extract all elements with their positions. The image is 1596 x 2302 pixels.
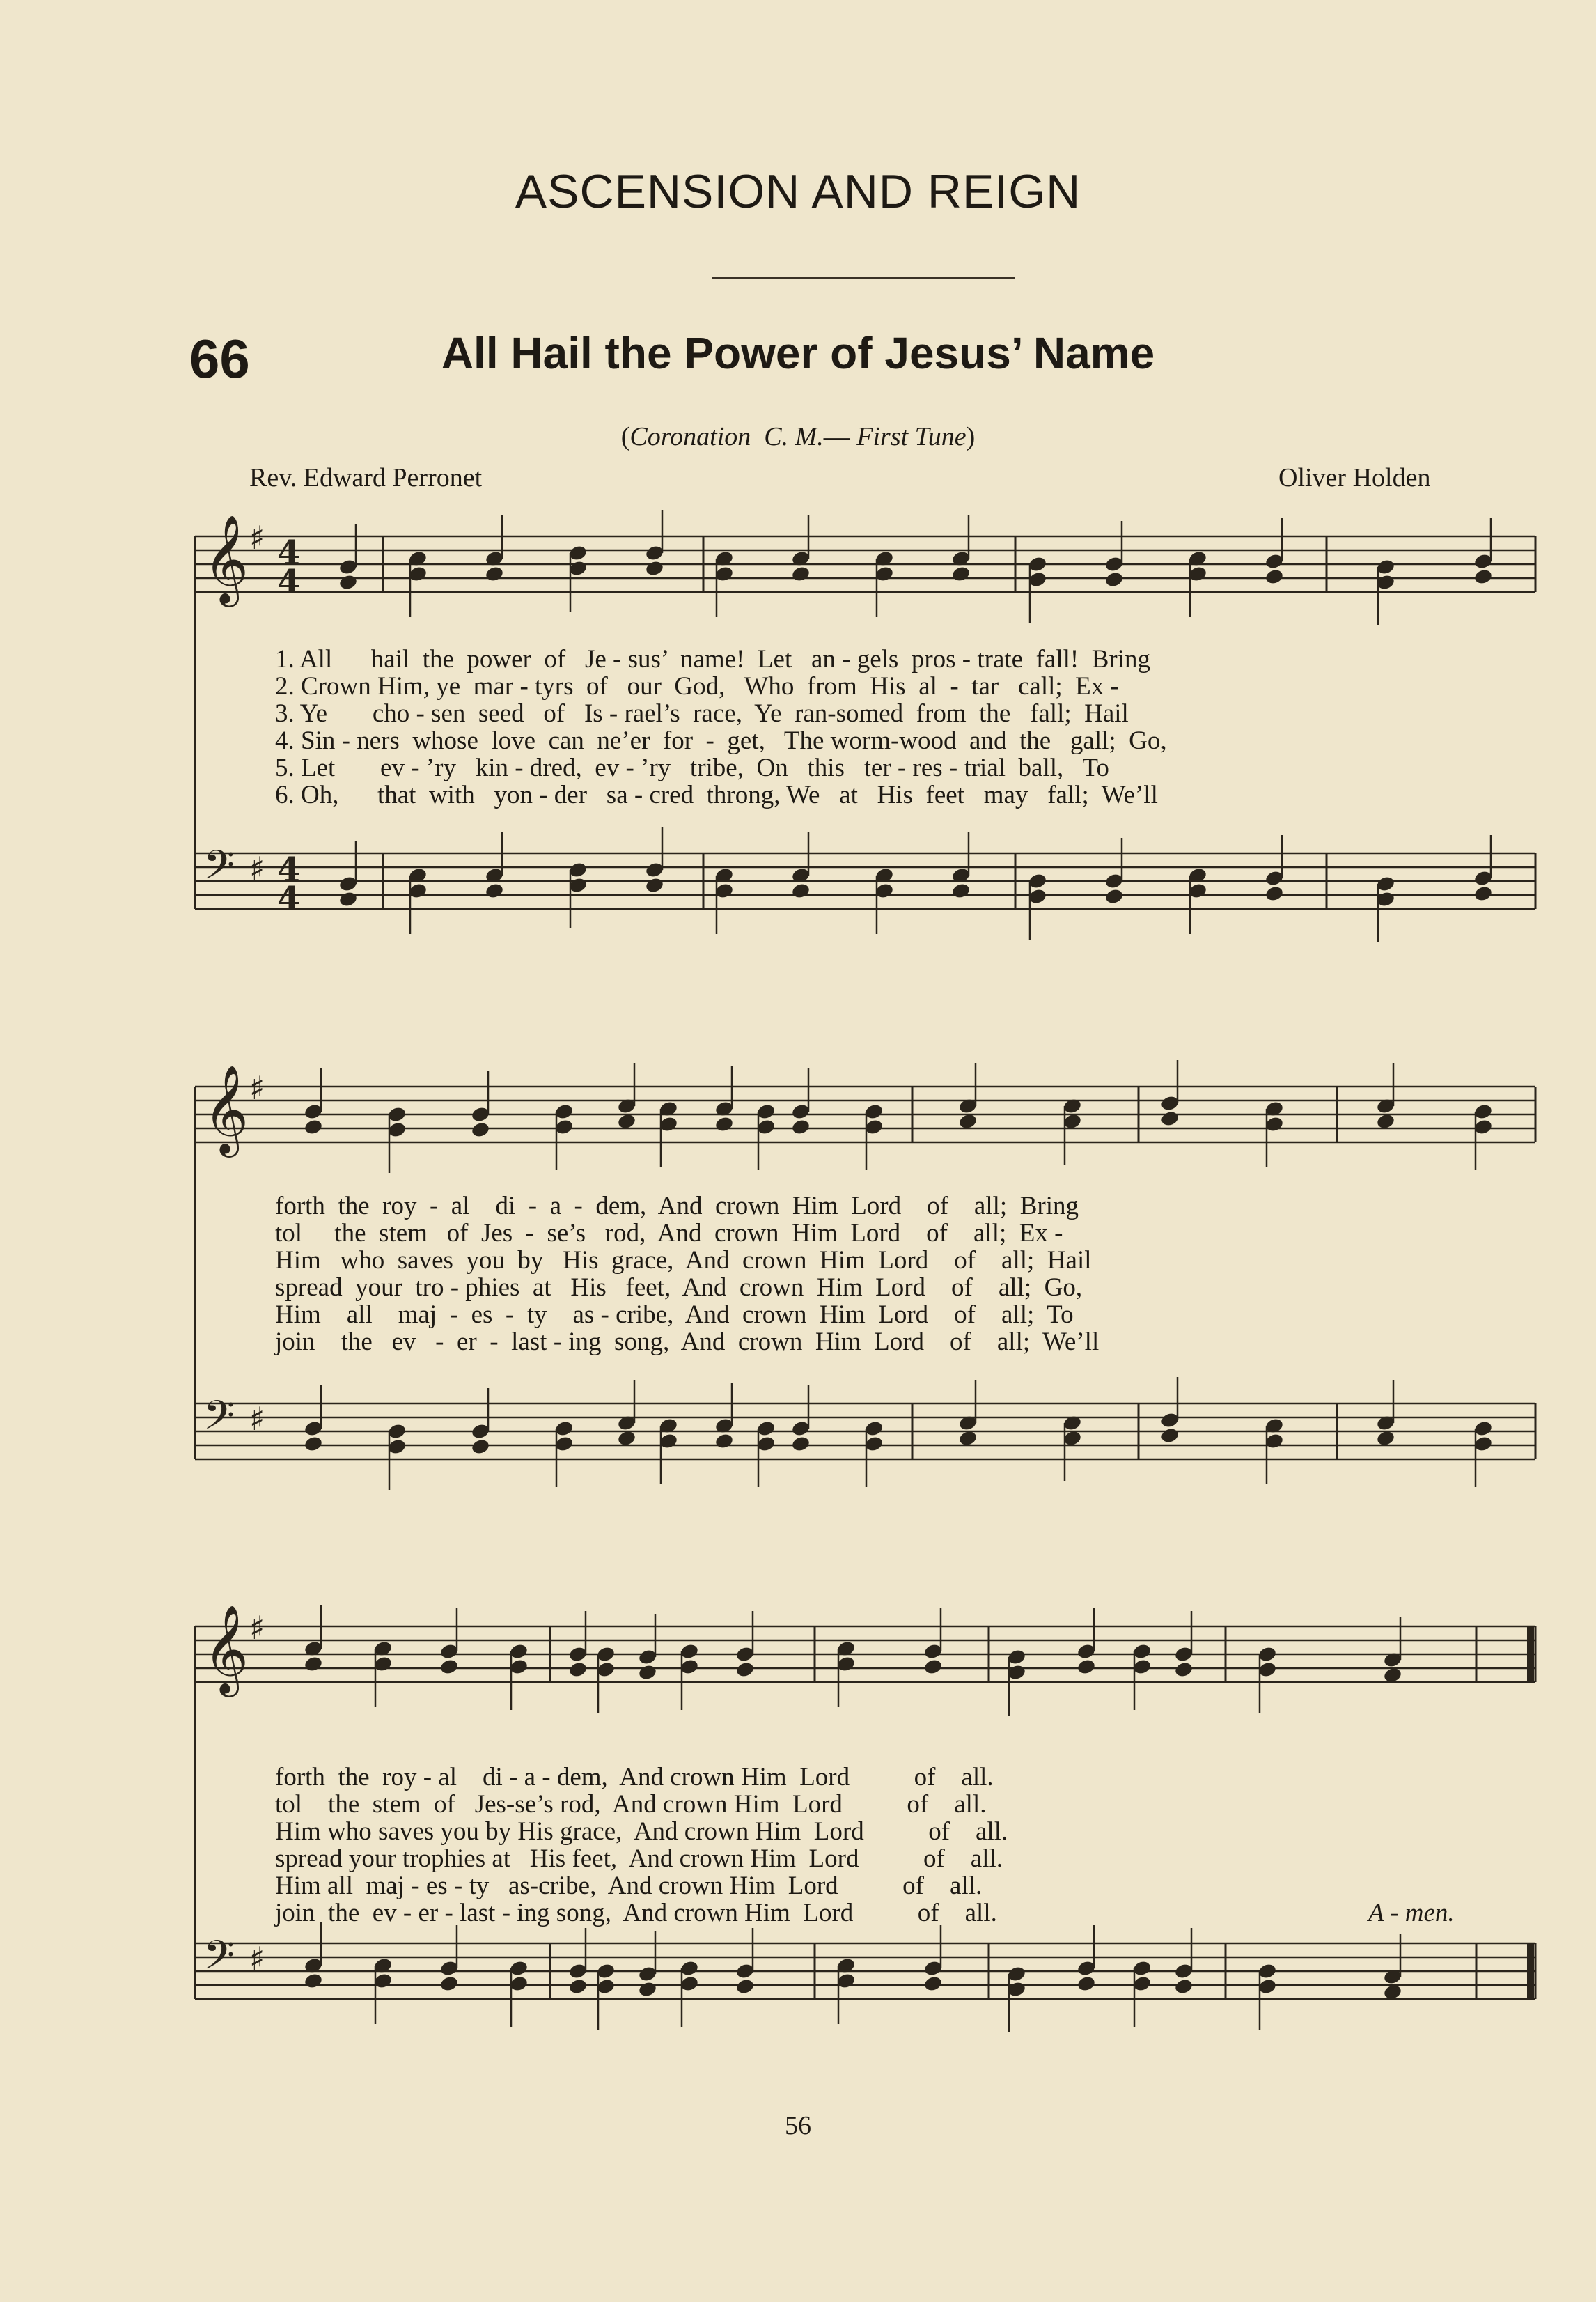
lyric-verse-1: forth the roy - al di - a - dem, And crown Him Lord of all; Bring [275, 1192, 1079, 1220]
notehead [638, 1980, 658, 1998]
notehead [638, 1663, 658, 1681]
lyric-verse-5: 5. Let ev - ’ry kin - dred, ev - ’ry tribe, On this ter - res - trial ball, To [275, 754, 1109, 782]
section-heading: ASCENSION AND REIGN [515, 165, 1081, 218]
notehead [338, 890, 359, 908]
notehead [923, 1975, 944, 1992]
notehead [1160, 1110, 1180, 1127]
notehead [1104, 570, 1125, 588]
bass-clef: 𝄢 [203, 841, 235, 899]
final-double-barline [1527, 1943, 1534, 1999]
sharp-sign: ♯ [249, 1069, 265, 1107]
notehead [645, 876, 665, 894]
notehead [338, 573, 359, 591]
notehead [304, 1118, 324, 1135]
notehead [304, 1655, 324, 1672]
sharp-sign: ♯ [249, 850, 265, 887]
notehead [714, 1115, 735, 1133]
final-double-barline [1527, 1626, 1534, 1682]
time-signature-bottom: 4 [277, 880, 301, 919]
author: Rev. Edward Perronet [249, 463, 483, 492]
notehead [791, 1118, 811, 1135]
lyric-verse-1: 1. All hail the power of Je - sus’ name! Let an - gels pros - trate fall! Bring [275, 645, 1150, 674]
time-signature-top: 4 [277, 534, 301, 573]
tune-meter: C. M. [764, 422, 824, 451]
notehead [1077, 1975, 1097, 1992]
notehead [1265, 568, 1285, 585]
lyric-verse-1: forth the roy - al di - a - dem, And crown Him Lord of all. [275, 1763, 994, 1791]
tune-close: ) [966, 422, 976, 451]
notehead [485, 565, 505, 582]
sharp-sign: ♯ [249, 1940, 265, 1977]
lyric-verse-3: 3. Ye cho - sen seed of Is - rael’s race, Ye ran-somed from the fall; Hail [275, 699, 1129, 728]
notehead [791, 565, 811, 582]
notehead [439, 1658, 460, 1675]
composer: Oliver Holden [1278, 463, 1431, 492]
tune-note: First Tune [856, 422, 967, 451]
notehead [471, 1121, 491, 1138]
time-signature-bottom: 4 [277, 563, 301, 602]
notehead [1174, 1977, 1194, 1995]
lyric-verse-4: spread your tro - phies at His feet, And crown Him Lord of all; Go, [275, 1273, 1083, 1302]
notehead [1104, 887, 1125, 905]
tune-name: Coronation [629, 422, 751, 451]
notehead [485, 882, 505, 899]
hymn-number: 66 [189, 328, 250, 389]
lyric-verse-6: 6. Oh, that with yon - der sa - cred throng, We at His feet may fall; We’ll [275, 781, 1158, 809]
treble-clef: 𝄞 [203, 514, 249, 603]
amen-text: A - men. [1368, 1899, 1455, 1927]
time-signature-top: 4 [277, 850, 301, 889]
notehead [923, 1658, 944, 1675]
lyric-verse-3: Him who saves you by His grace, And crown Him Lord of all; Hail [275, 1246, 1092, 1275]
bass-clef: 𝄢 [203, 1931, 235, 1989]
notehead [735, 1977, 756, 1995]
notehead [951, 565, 971, 582]
notehead [1473, 885, 1494, 902]
notehead [568, 1661, 588, 1678]
notehead [1160, 1426, 1180, 1444]
lyric-verse-2: tol the stem of Jes-se’s rod, And crown Him Lord of all. [275, 1790, 987, 1819]
lyric-verse-6: join the ev - er - last - ing song, And crown Him Lord of all. [275, 1899, 997, 1927]
notehead [439, 1975, 460, 1992]
page-number: 56 [785, 2111, 811, 2140]
notehead [645, 559, 665, 577]
notehead [951, 882, 971, 899]
lyric-verse-6: join the ev - er - last - ing song, And crown Him Lord of all; We’ll [275, 1328, 1100, 1356]
tune-dash: — [823, 422, 850, 451]
hymn-title: All Hail the Power of Jesus’ Name [441, 328, 1155, 378]
notehead [791, 1435, 811, 1452]
notehead [1174, 1661, 1194, 1678]
notehead [1473, 568, 1494, 585]
notehead [1265, 885, 1285, 902]
lyric-verse-3: Him who saves you by His grace, And crown Him Lord of all. [275, 1817, 1008, 1846]
lyric-verse-4: 4. Sin - ners whose love can ne’er for - get, The worm-wood and the gall; Go, [275, 726, 1167, 755]
sharp-sign: ♯ [249, 1400, 265, 1438]
bass-clef: 𝄢 [203, 1392, 235, 1449]
lyric-verse-2: 2. Crown Him, ye mar - tyrs of our God, Who from His al - tar call; Ex - [275, 672, 1119, 701]
notehead [471, 1438, 491, 1455]
lyric-verse-5: Him all maj - es - ty as - cribe, And crown Him Lord of all; To [275, 1300, 1074, 1329]
notehead [1077, 1658, 1097, 1675]
lyric-verse-4: spread your trophies at His feet, And crown Him Lord of all. [275, 1844, 1003, 1873]
treble-clef: 𝄞 [203, 1064, 249, 1153]
notehead [568, 1977, 588, 1995]
lyric-verse-2: tol the stem of Jes - se’s rod, And crown Him Lord of all; Ex - [275, 1219, 1063, 1247]
sharp-sign: ♯ [249, 519, 265, 557]
notehead [304, 1972, 324, 1989]
notehead [714, 1432, 735, 1449]
notehead [791, 882, 811, 899]
lyric-verse-5: Him all maj - es - ty as-cribe, And crown Him Lord of all. [275, 1872, 983, 1900]
treble-clef: 𝄞 [203, 1604, 249, 1693]
notehead [304, 1435, 324, 1452]
sharp-sign: ♯ [249, 1609, 265, 1647]
notehead [735, 1661, 756, 1678]
tune-open: ( [620, 422, 630, 451]
